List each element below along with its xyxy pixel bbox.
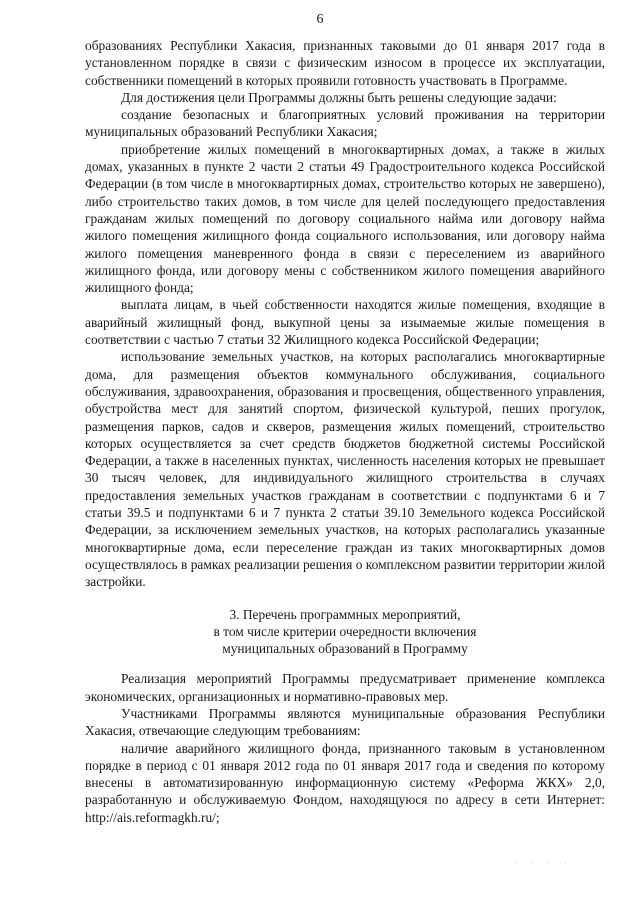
paragraph: приобретение жилых помещений в многоквартирных домах, а также в жилых домах, указанных в пункте 2 части 2 статьи 49 Градостроительного кодекса Российской Федерации (в том числе в многоквартирных домах, строительство которых не завершено), либо строительство таких домов, в том числе для целей последующего предоставления гражданам жилых помещений по договору социального найма или договору найма жилого помещения жилищного фонда социального использования, или договору найма жилого помещения маневренного фонда в связи с переселением из аварийного жилищного фонда, или договору мены с собственником жилого помещения аварийного жилищного фонда; xyxy=(85,141,605,296)
paragraph: создание безопасных и благоприятных условий проживания на территории муниципальных образований Республики Хакасия; xyxy=(85,107,605,140)
paragraph: выплата лицам, в чьей собственности находятся жилые помещения, входящие в аварийный жилищный фонд, выкупной цены за изымаемые жилые помещения в соответствии с частью 7 статьи 32 Жилищного кодекса Российской Федерации; xyxy=(85,297,605,348)
document-body xyxy=(85,37,605,826)
paragraph: Реализация мероприятий Программы предусматривает применение комплекса экономических, организационных и нормативно-правовых мер. xyxy=(85,671,605,704)
paragraph: наличие аварийного жилищного фонда, признанного таковым в установленном порядке в период с 01 января 2012 года по 01 января 2017 года и сведения по которому внесены в автоматизированную информационную систему «Реформа ЖКХ» 2,0, разработанную и обслуживаемую Фондом, находящуюся по адресу в сети Интернет: http://ais.reformagkh.ru/; xyxy=(85,740,605,825)
scan-artifact: · · · · xyxy=(514,859,573,868)
page-number: 6 xyxy=(316,12,324,27)
paragraph: Участниками Программы являются муниципальные образования Республики Хакасия, отвечающие следующим требованиям: xyxy=(85,705,605,739)
paragraph: использование земельных участков, на которых располагались многоквартирные дома, для размещения объектов коммунального обслуживания, социального обслуживания, здравоохранения, образования и просвещения, общественного управления, обустройства мест для занятий спортом, физической культурой, пеших прогулок, размещения парков, садов и скверов, размещения жилых помещений, строительство которых осуществляется за счет средств бюджетов бюджетной системы Российской Федерации, а также в населенных пунктах, численность населения которых не превышает 30 тысяч человек, для индивидуального жилищного строительства в случаях предоставления земельных участков гражданам в соответствии с подпунктами 6 и 7 статьи 39.5 и подпунктами 6 и 7 пункта 2 статьи 39.10 Земельного кодекса Российской Федерации, за исключением земельных участков, на которых располагались указанные многоквартирные дома, если переселение граждан из таких многоквартирных домов осуществлялось в рамках реализации решения о комплексном развитии территории жилой застройки. xyxy=(85,349,605,590)
paragraph: образованиях Республики Хакасия, признанных таковыми до 01 января 2017 года в установленном порядке в связи с физическим износом в процессе их эксплуатации, собственники помещений в которых проявили готовность участвовать в Программе. xyxy=(85,38,605,88)
section-heading-line: муниципальных образований в Программу xyxy=(222,641,468,657)
section-heading xyxy=(85,606,605,658)
paragraph: Для достижения цели Программы должны быть решены следующие задачи: xyxy=(121,89,557,105)
section-heading-line: 3. Перечень программных мероприятий, xyxy=(229,606,461,622)
section-heading-line: в том числе критерии очередности включения xyxy=(213,623,477,639)
